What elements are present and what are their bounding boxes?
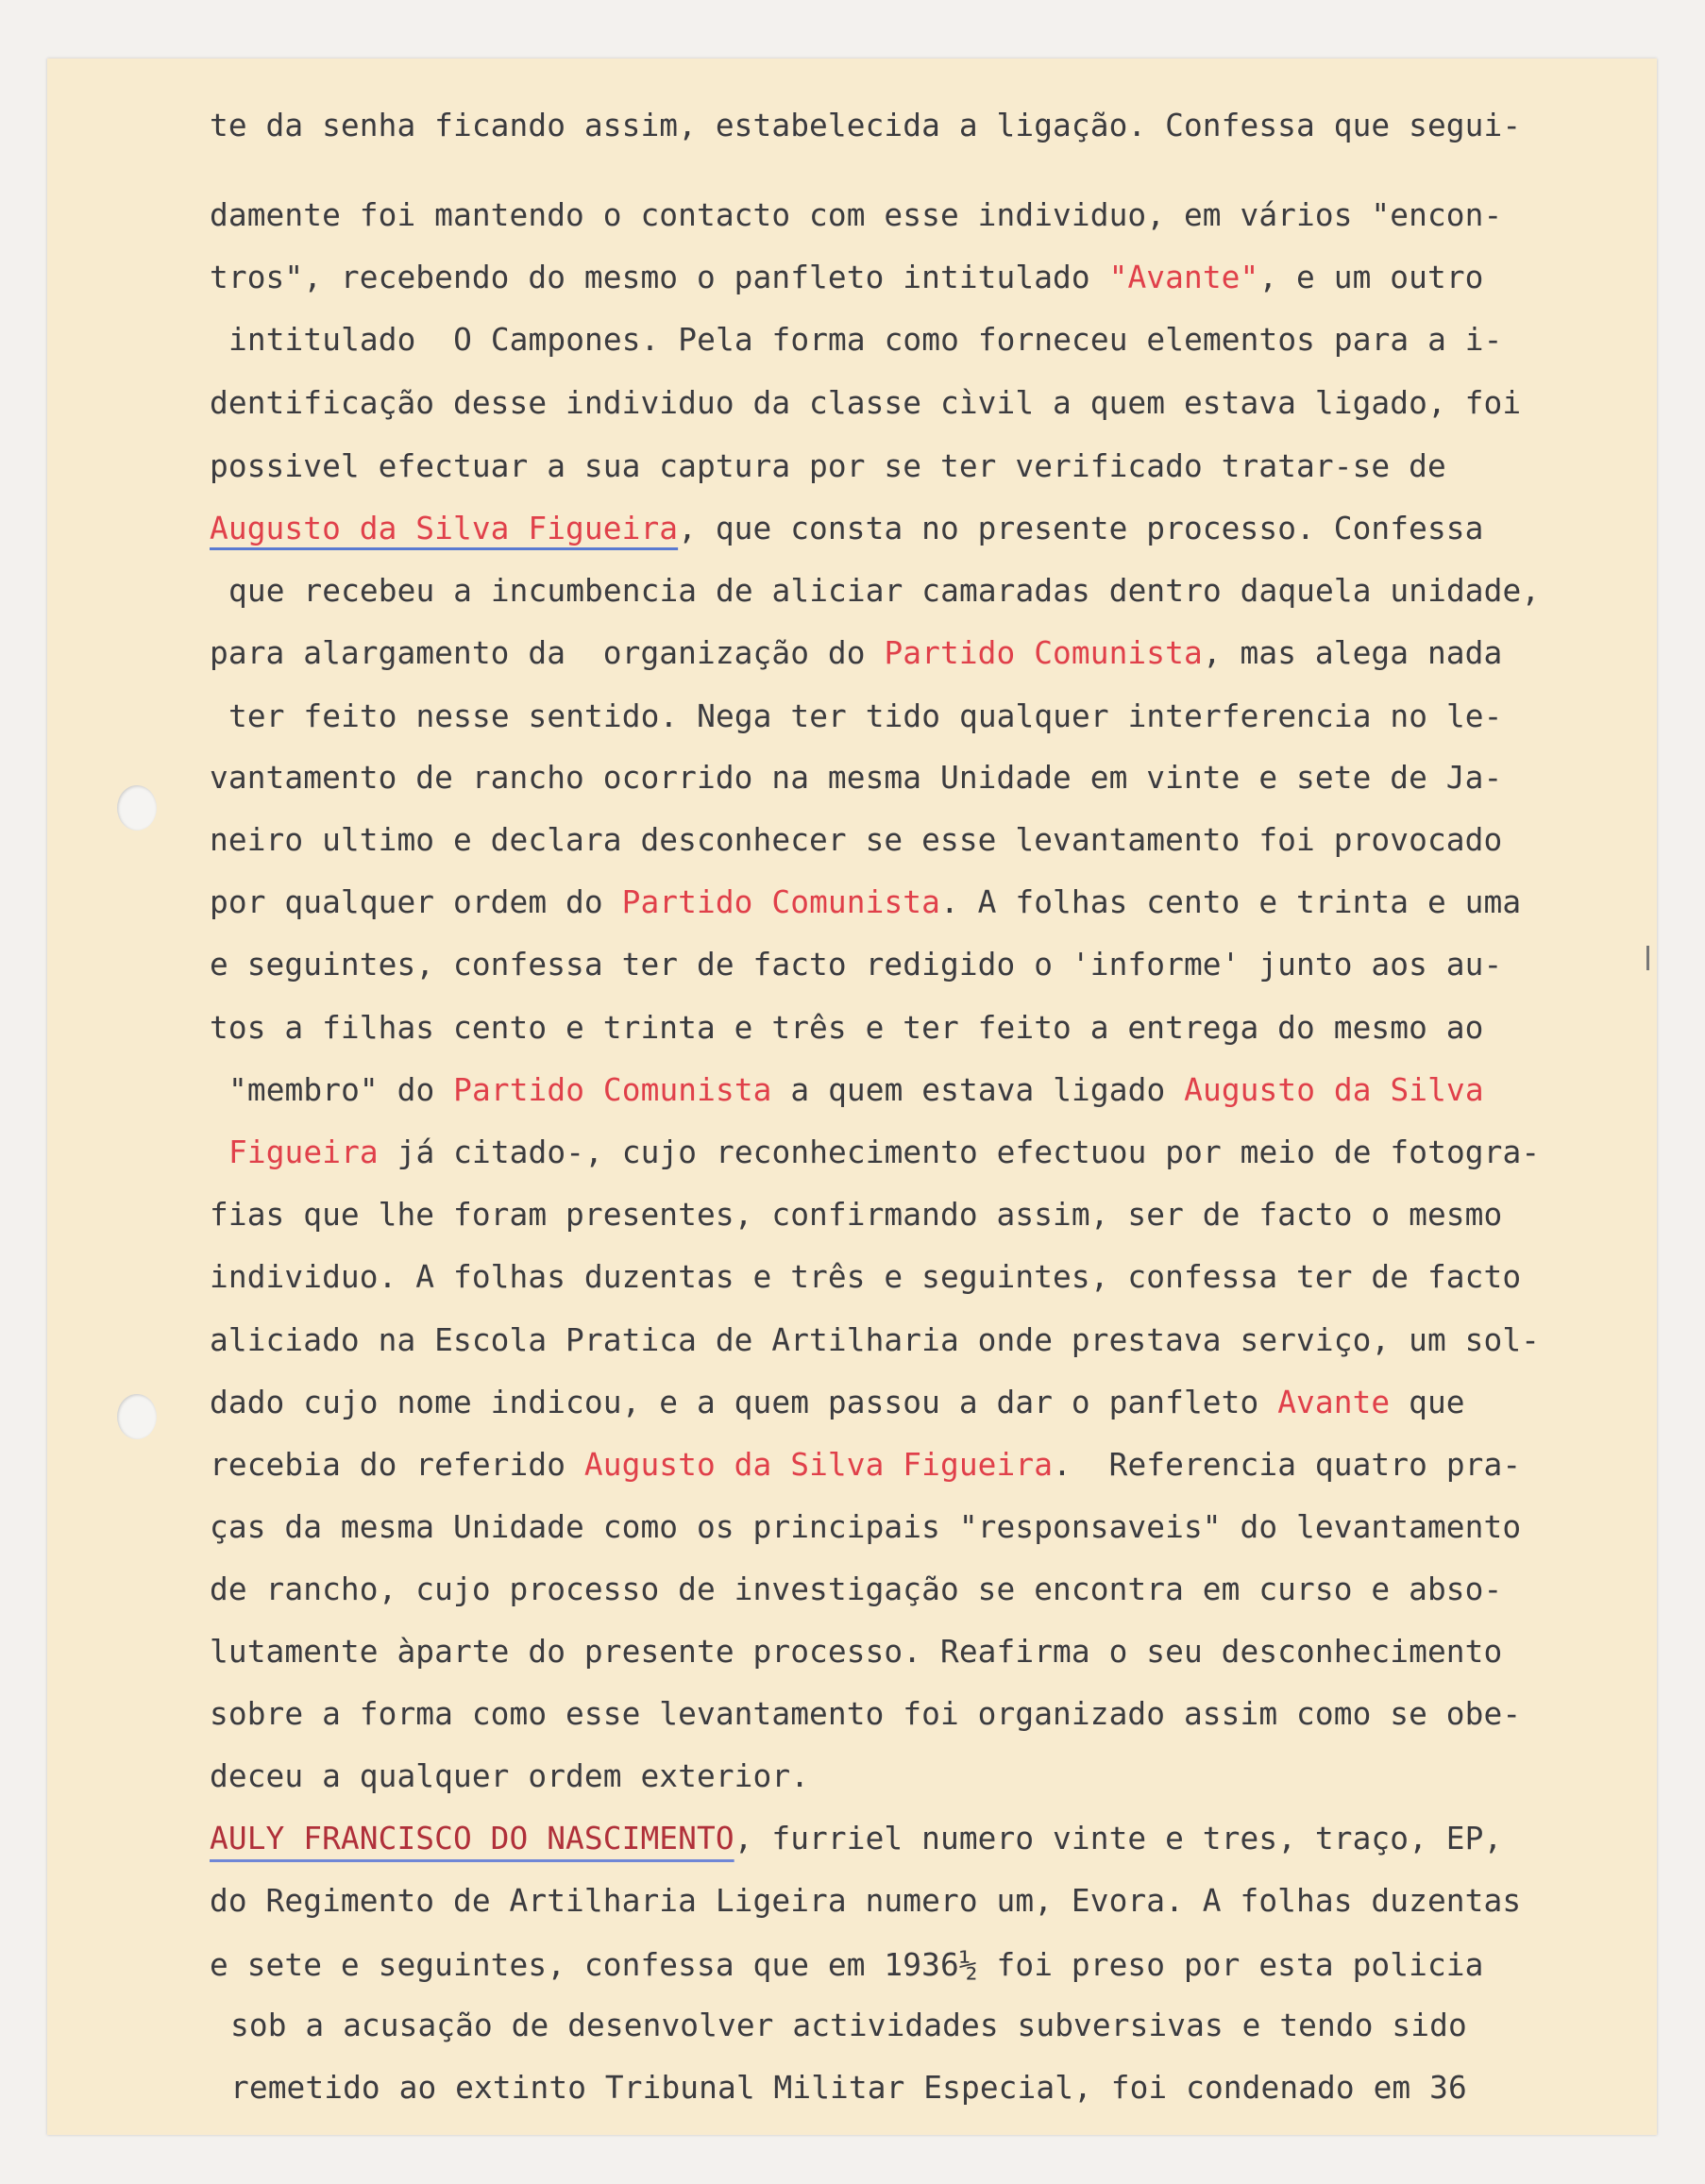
text-line	[210, 946, 1502, 983]
line-text: dentificação desse individuo da classe cìvil a quem estava ligado, foi	[210, 385, 1522, 421]
text-line	[210, 1508, 1521, 1546]
line-text: , mas alega nada	[1202, 635, 1503, 671]
text-line	[210, 1820, 1502, 1857]
text-line	[210, 634, 1502, 672]
text-line	[210, 1695, 1521, 1733]
text-line	[210, 196, 1502, 234]
line-text: já citado-, cujo reconhecimento efectuou por meio de fotogra-	[378, 1134, 1541, 1170]
highlighted-text: Partido Comunista	[621, 884, 940, 920]
line-text: vantamento de rancho ocorrido na mesma Unidade em vinte e sete de Ja-	[210, 760, 1503, 796]
text-line	[230, 2007, 1467, 2044]
text-line	[210, 107, 1521, 144]
text-line	[228, 572, 1540, 610]
text-line	[210, 259, 1484, 296]
line-text: por qualquer ordem do	[210, 884, 622, 920]
line-text: dado cujo nome indicou, e a quem passou a dar o panfleto	[210, 1385, 1278, 1420]
highlighted-text: AULY FRANCISCO DO NASCIMENTO	[210, 1821, 734, 1856]
line-text: . A folhas cento e trinta e uma	[939, 884, 1522, 920]
text-line	[228, 321, 1503, 359]
text-line	[210, 759, 1502, 797]
text-line	[210, 384, 1521, 422]
line-text: que	[1390, 1385, 1465, 1420]
text-line	[228, 697, 1503, 735]
text-line	[210, 821, 1502, 859]
line-text: deceu a qualquer ordem exterior.	[210, 1758, 810, 1794]
text-line	[210, 1321, 1540, 1359]
highlighted-text: Augusto da Silva Figueira	[583, 1447, 1054, 1483]
line-text: e sete e seguintes, confessa que em 1936½ foi preso por esta policia	[210, 1947, 1484, 1983]
line-text: . Referencia quatro pra-	[1053, 1447, 1522, 1483]
text-line	[210, 883, 1521, 921]
line-text: lutamente àparte do presente processo. Reafirma o seu desconhecimento	[210, 1634, 1503, 1670]
line-text: individuo. A folhas duzentas e três e seguintes, confessa ter de facto	[210, 1259, 1522, 1295]
line-text: , furriel numero vinte e tres, traço, EP,	[734, 1821, 1503, 1856]
highlighted-text: "Avante"	[1108, 260, 1259, 295]
highlighted-text: Avante	[1277, 1385, 1391, 1420]
line-text: intitulado O Campones. Pela forma como forneceu elementos para a i-	[228, 322, 1503, 358]
line-text: sobre a forma como esse levantamento foi organizado assim como se obe-	[210, 1696, 1522, 1732]
line-text: te da senha ficando assim, estabelecida a ligação. Confessa que segui-	[210, 108, 1522, 143]
line-text: ças da mesma Unidade como os principais "responsaveis" do levantamento	[210, 1509, 1522, 1545]
line-text: damente foi mantendo o contacto com esse individuo, em vários "encon-	[210, 197, 1503, 233]
line-text: remetido ao extinto Tribunal Militar Especial, foi condenado em 36	[230, 2070, 1467, 2106]
line-text: ter feito nesse sentido. Nega ter tido qualquer interferencia no le-	[228, 698, 1503, 734]
line-text: , e um outro	[1258, 260, 1484, 295]
line-text: que recebeu a incumbencia de aliciar camaradas dentro daquela unidade,	[228, 573, 1541, 609]
highlighted-text: Partido Comunista	[884, 635, 1203, 671]
text-line	[228, 1134, 1540, 1171]
text-line	[228, 1071, 1484, 1109]
line-text: recebia do referido	[210, 1447, 584, 1483]
highlighted-text: Partido Comunista	[453, 1072, 772, 1108]
line-text: neiro ultimo e declara desconhecer se esse levantamento foi provocado	[210, 822, 1503, 858]
margin-mark	[1646, 946, 1649, 970]
highlighted-text: Figueira	[228, 1134, 379, 1170]
text-line	[210, 1258, 1521, 1296]
text-line	[230, 2069, 1467, 2107]
line-text: tros", recebendo do mesmo o panfleto intitulado	[210, 260, 1109, 295]
highlighted-text: Augusto da Silva Figueira	[210, 511, 679, 546]
text-line	[210, 1946, 1484, 1984]
line-text: de rancho, cujo processo de investigação se encontra em curso e abso-	[210, 1571, 1503, 1607]
line-text: tos a filhas cento e trinta e três e ter feito a entrega do mesmo ao	[210, 1010, 1484, 1046]
highlighted-text: Augusto da Silva	[1184, 1072, 1484, 1108]
text-line	[210, 1196, 1502, 1234]
text-line	[210, 510, 1484, 547]
line-text: "membro" do	[228, 1072, 454, 1108]
punch-hole-lower	[117, 1394, 157, 1439]
text-line	[210, 1633, 1502, 1671]
line-text: sob a acusação de desenvolver actividades subversivas e tendo sido	[230, 2008, 1467, 2043]
text-line	[210, 1384, 1465, 1421]
text-line	[210, 1882, 1521, 1920]
line-text: e seguintes, confessa ter de facto redigido o 'informe' junto aos au-	[210, 947, 1503, 983]
document-page	[47, 59, 1657, 2135]
line-text: fias que lhe foram presentes, confirmando assim, ser de facto o mesmo	[210, 1197, 1503, 1233]
line-text: do Regimento de Artilharia Ligeira numero um, Evora. A folhas duzentas	[210, 1883, 1522, 1919]
punch-hole-upper	[117, 785, 157, 831]
text-line	[210, 1446, 1521, 1484]
text-line	[210, 1571, 1502, 1608]
line-text: aliciado na Escola Pratica de Artilharia onde prestava serviço, um sol-	[210, 1322, 1541, 1358]
text-line	[210, 1009, 1484, 1047]
text-line	[210, 447, 1446, 485]
line-text: , que consta no presente processo. Confessa	[678, 511, 1484, 546]
line-text: para alargamento da organização do	[210, 635, 885, 671]
text-line	[210, 1757, 809, 1795]
line-text: possivel efectuar a sua captura por se ter verificado tratar-se de	[210, 448, 1446, 484]
line-text: a quem estava ligado	[771, 1072, 1185, 1108]
